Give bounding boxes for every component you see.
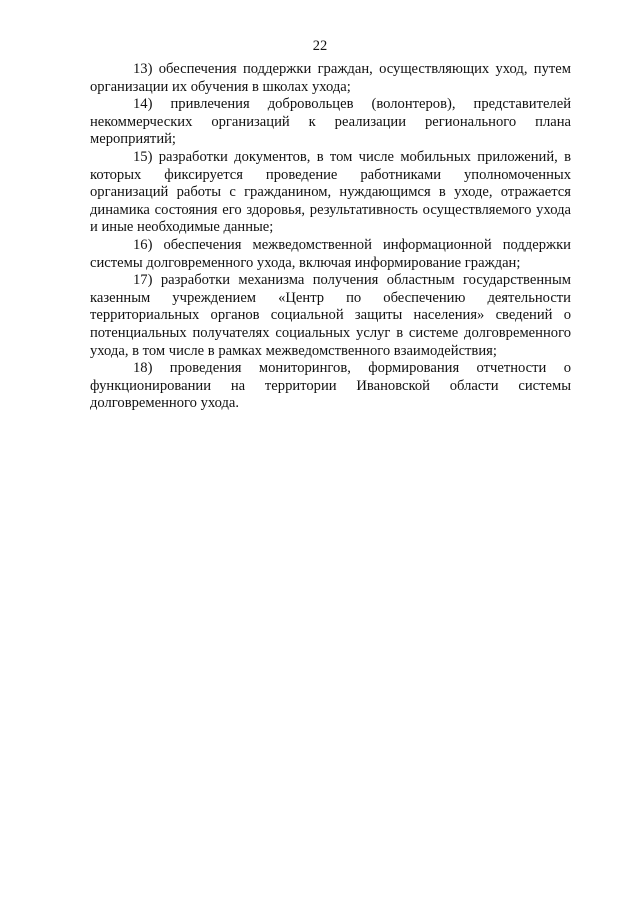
- paragraph-item-14: 14) привлечения добровольцев (волонтеров), представителей некоммерческих организаций к реализации регионального плана мероприятий;: [90, 96, 571, 148]
- paragraph-item-17: 17) разработки механизма получения областным государственным казенным учреждением «Центр по обеспечению деятельности территориальных органов социальной защиты населения» сведений о потенциальных получателях социальных услуг в системе долговременного ухода, в том числе в рамках межведомственного взаимодействия;: [90, 272, 571, 359]
- paragraph-item-18: 18) проведения мониторингов, формирования отчетности о функционировании на территории Ивановской области системы долговременного ухода.: [90, 360, 571, 412]
- document-body: [90, 61, 571, 413]
- page-number: 22: [312, 38, 328, 54]
- paragraph-item-16: 16) обеспечения межведомственной информационной поддержки системы долговременного ухода, включая информирование граждан;: [90, 236, 571, 271]
- paragraph-item-13: 13) обеспечения поддержки граждан, осуществляющих уход, путем организации их обучения в школах ухода;: [90, 61, 571, 95]
- paragraph-item-15: 15) разработки документов, в том числе мобильных приложений, в которых фиксируется проведение работниками уполномоченных организаций работы с гражданином, нуждающимся в уходе, отражается динамика состояния его здоровья, результативность осуществляемого ухода и иные необходимые данные;: [90, 148, 571, 236]
